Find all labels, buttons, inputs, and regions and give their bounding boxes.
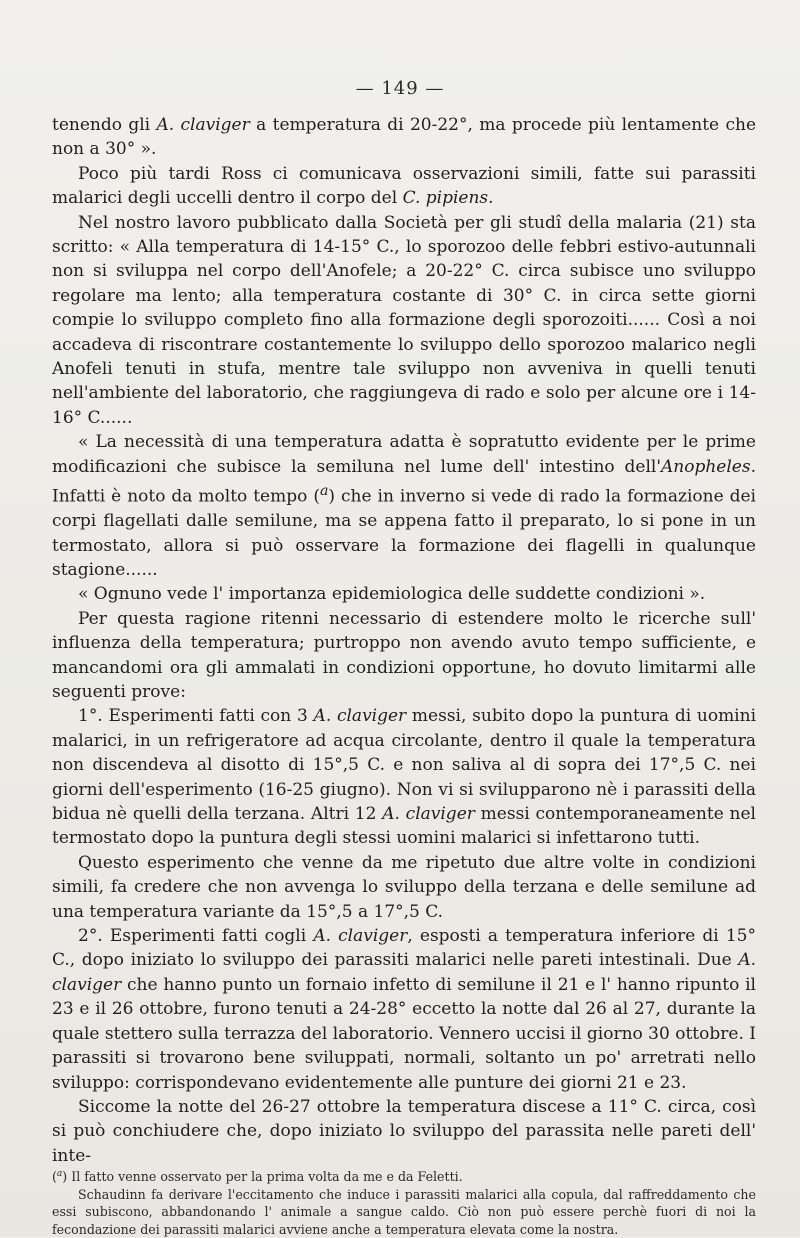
paragraph-2 (52, 162, 756, 211)
paragraph-1 (52, 113, 756, 162)
text-run: « La necessità di una temperatura adatta è sopratutto evidente per le prime modificazioni che subisce la semiluna nel lume dell' intestino dell' (52, 432, 756, 477)
paragraph-10: Siccome la notte del 26-27 ottobre la temperatura discese a 11° C. circa, così si può conchiudere che, dopo iniziato lo sviluppo del parassita nelle pareti dell' inte- (52, 1096, 756, 1166)
species-name: C. pipiens. (402, 188, 494, 209)
text-run: 1°. Esperimenti fatti con 3 (78, 706, 314, 727)
species-name: A. claviger (52, 950, 756, 995)
text-run: ) che in inverno si vede di rado la formazione dei corpi flagellati dalle semilune, ma se appena fatto il preparato, lo si pone in un termostato, allora si può osservare la formazione dei flagelli in qualunque stagione...... (52, 486, 756, 580)
paragraph-9 (52, 924, 756, 1095)
text-run: messi, subito dopo la puntura di uomini malarici, in un refrigeratore ad acqua circolante, dentro il quale la temperatura non discendeva al disotto di 15°,5 C. e non saliva al di sopra dei 17°,5 C. nei giorni dell'esperimento (16-25 giugno). Non vi si svilupparono nè i parassiti della bidua nè quelli della terzana. Altri 12 (52, 706, 757, 825)
footnotes (52, 1166, 756, 1238)
text-run: 2°. Esperimenti fatti cogli (78, 926, 314, 947)
text-run: messi contemporaneamente nel termostato dopo la puntura degli stessi uomini malarici si infettarono tutti. (52, 804, 756, 849)
page-number: — 149 — (355, 78, 445, 99)
body-text (52, 113, 756, 1168)
species-name: A. claviger (382, 804, 475, 825)
footnote-text: ) Il fatto venne osservato per la prima volta da me e da Feletti. (62, 1169, 463, 1185)
paragraph-5: « Ognuno vede l' importanza epidemiologica delle suddette condizioni ». (78, 584, 706, 605)
text-run: che hanno punto un fornaio infetto di semilune il 21 e l' hanno ripunto il 23 e il 26 ottobre, furono tenuti a 24-28° eccetto la notte dal 26 al 27, durante la quale stettero sulla terrazza del laboratorio. Vennero uccisi il giorno 30 ottobre. I parassiti si trovarono bene sviluppati, normali, soltanto un po' arretrati nello sviluppo: corrispondevano evidentemente alle punture dei giorni 21 e 23. (52, 974, 756, 1093)
species-name: Anopheles. (661, 456, 756, 477)
paragraph-8: Questo esperimento che venne da me ripetuto due altre volte in condizioni simili, fa credere che non avvenga lo sviluppo della terzana e delle semilune ad una temperatura variante da 15°,5 a 17°,5 C. (52, 852, 756, 922)
species-name: A. claviger (313, 926, 408, 947)
footnote-label: a (56, 1169, 63, 1179)
paragraph-7 (52, 704, 756, 850)
text-run: Poco più tardi Ross ci comunicava osservazioni simili, fatte sui parassiti malarici degli uccelli dentro il corpo del (52, 163, 756, 209)
footnote-reference: a (319, 483, 329, 500)
paragraph-6: Per questa ragione ritenni necessario di estendere molto le ricerche sull' influenza della temperatura; purtroppo non avendo avuto tempo sufficiente, e mancandomi ora gli ammalati in condizioni opportune, ho dovuto limitarmi alle seguenti prove: (52, 608, 756, 702)
footnote-2: Schaudinn fa derivare l'eccitamento che induce i parassiti malarici alla copula, dal raffreddamento che essi subiscono, abbandonando l' animale a sangue caldo. Ciò non può essere perchè fuori di noi la fecondazione dei parassiti malarici avviene anche a temperatura elevata come la nostra. (52, 1186, 756, 1237)
footnote-1 (52, 1166, 756, 1186)
paragraph-3: Nel nostro lavoro pubblicato dalla Società per gli studî della malaria (21) sta scritto: « Alla temperatura di 14-15° C., lo sporozoo delle febbri estivo-autunnali non si sviluppa nel corpo dell'Anofele; a 20-22° C. circa subisce uno sviluppo regolare ma lento; alla temperatura costante di 30° C. in circa sette giorni compie lo sviluppo completo fino alla formazione degli sporozoiti...... Così a noi accadeva di riscontrare costantemente lo sviluppo dello sporozoo malarico negli Anofeli tenuti in stufa, mentre tale sviluppo non avveniva in quelli tenuti nell'ambiente del laboratorio, che raggiungeva di rado e solo per alcune ore i 14-16° C...... (52, 212, 756, 428)
text-run: , esposti a temperatura inferiore di 15° C., dopo iniziato lo sviluppo dei parassiti malarici nelle pareti intestinali. Due (52, 926, 756, 971)
text-run: Infatti è noto da molto tempo ( (52, 486, 320, 507)
species-name: A. claviger (313, 706, 407, 727)
species-name: A. claviger (156, 115, 250, 135)
footnote-marker: ($^a$ (52, 1169, 63, 1185)
text-run: tenendo gli (52, 115, 157, 135)
text-run: a temperatura di 20-22°, ma procede più lentamente che non a 30° ». (52, 115, 757, 160)
paragraph-4 (52, 430, 756, 582)
